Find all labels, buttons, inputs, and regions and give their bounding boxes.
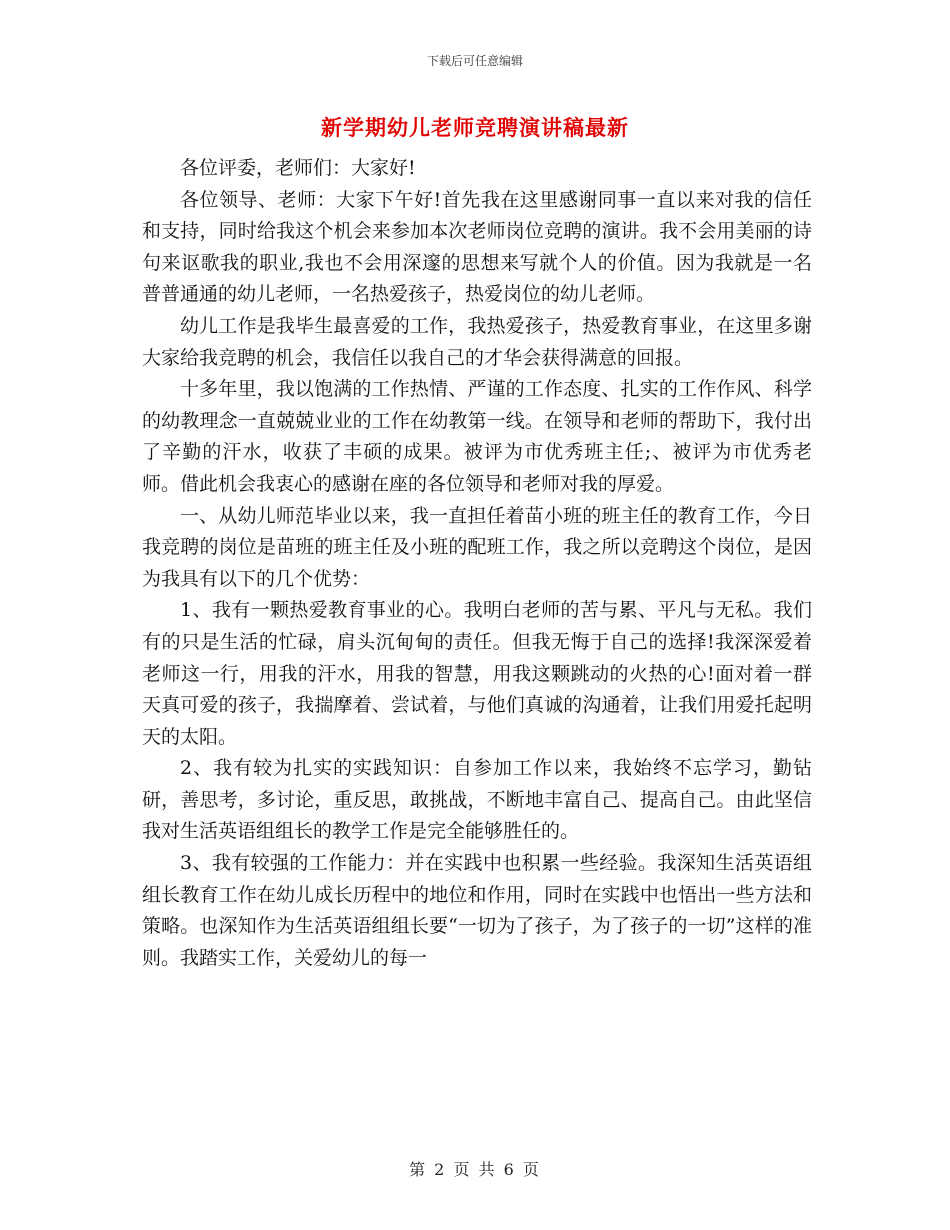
paragraph-advantage-3: 3、我有较强的工作能力：并在实践中也积累一些经验。我深知生活英语组组长教育工作在幼儿成长历程中的地位和作用，同时在实践中也悟出一些方法和策略。也深知作为生活英语组组长要“一切为了孩子，为了孩子的一切”这样的准则。我踏实工作，关爱幼儿的每一 bbox=[142, 852, 812, 969]
paragraph-advantage-1: 1、我有一颗热爱教育事业的心。我明白老师的苦与累、平凡与无私。我们有的只是生活的忙碌，肩头沉甸甸的责任。但我无悔于自己的选择!我深深爱着老师这一行，用我的汗水，用我的智慧，用我这颗跳动的火热的心!面对着一群天真可爱的孩子，我揣摩着、尝试着，与他们真诚的沟通着，让我们用爱托起明天的太阳。 bbox=[142, 599, 812, 748]
paragraph-section-one: 一、从幼儿师范毕业以来，我一直担任着苗小班的班主任的教育工作，今日我竞聘的岗位是苗班的班主任及小班的配班工作，我之所以竞聘这个岗位，是因为我具有以下的几个优势： bbox=[142, 504, 812, 590]
document-title: 新学期幼儿老师竞聘演讲稿最新 bbox=[321, 116, 629, 140]
paragraph-opening: 各位领导、老师：大家下午好!首先我在这里感谢同事一直以来对我的信任和支持，同时给我这个机会来参加本次老师岗位竞聘的演讲。我不会用美丽的诗句来讴歌我的职业,我也不会用深邃的思想来写就个人的价值。因为我就是一名普普通通的幼儿老师，一名热爱孩子，热爱岗位的幼儿老师。 bbox=[142, 188, 812, 306]
paragraph-advantage-2: 2、我有较为扎实的实践知识：自参加工作以来，我始终不忘学习，勤钻研，善思考，多讨论，重反思，敢挑战，不断地丰富自己、提高自己。由此坚信我对生活英语组组长的教学工作是完全能够胜任的。 bbox=[142, 757, 812, 843]
paragraph-experience: 十多年里，我以饱满的工作热情、严谨的工作态度、扎实的工作作风、科学的幼教理念一直兢兢业业的工作在幼教第一线。在领导和老师的帮助下，我付出了辛勤的汗水，收获了丰硕的成果。被评为市优秀班主任;、被评为市优秀老师。借此机会我衷心的感谢在座的各位领导和老师对我的厚爱。 bbox=[142, 378, 812, 495]
page-number: 第 2 页 共 6 页 bbox=[409, 1160, 541, 1179]
paragraph-love-of-work: 幼儿工作是我毕生最喜爱的工作，我热爱孩子，热爱教育事业，在这里多谢大家给我竞聘的机会，我信任以我自己的才华会获得满意的回报。 bbox=[142, 314, 812, 369]
paragraph-greeting: 各位评委，老师们：大家好! bbox=[180, 157, 416, 179]
document-body bbox=[142, 153, 812, 974]
page-header-note: 下载后可任意编辑 bbox=[426, 54, 523, 68]
